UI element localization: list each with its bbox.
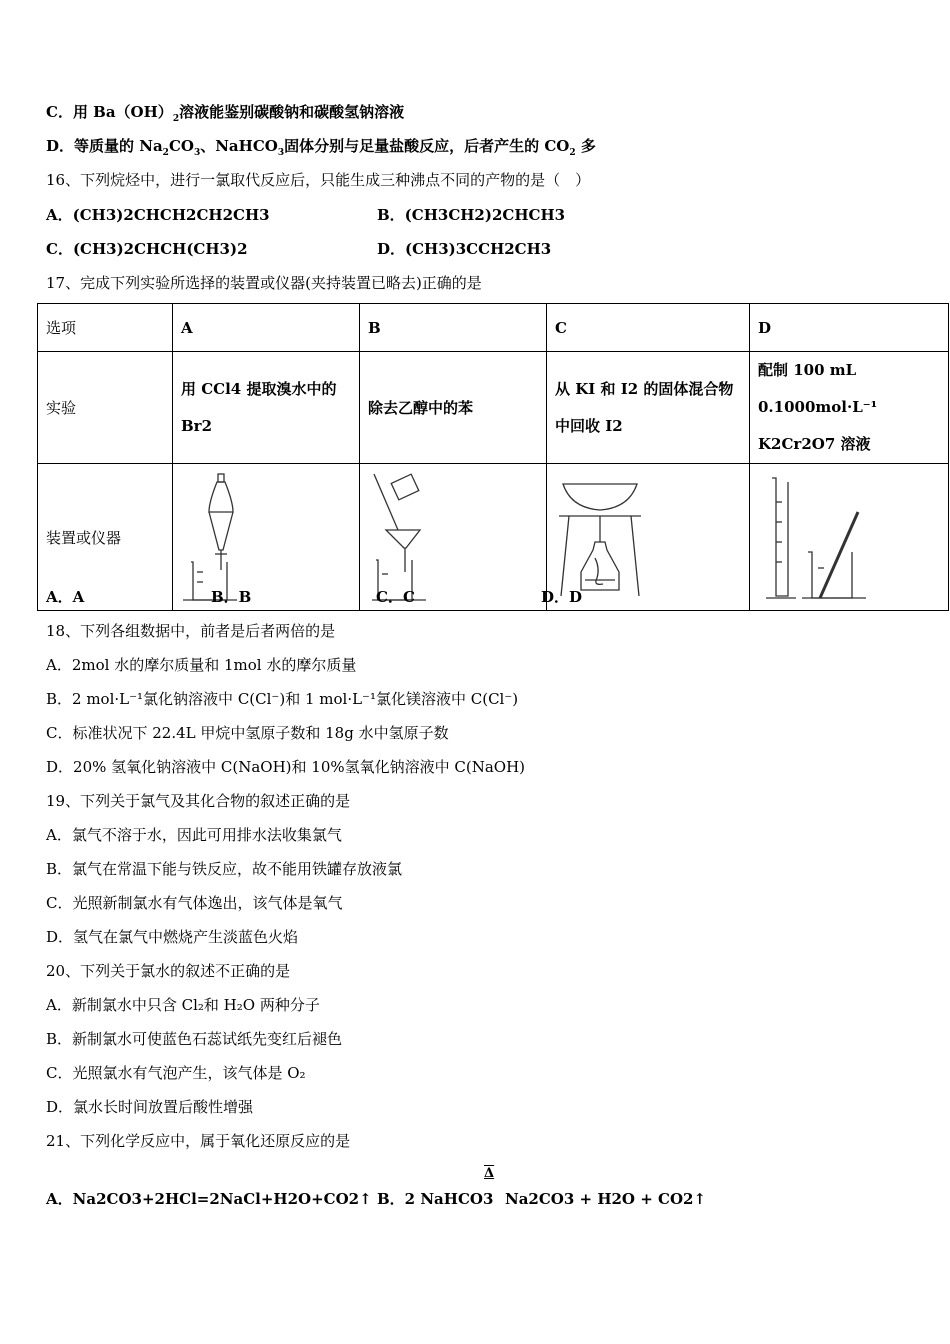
q15-option-d: D．等质量的 $Na_2CO_3$、NaHCO$_3$固体分别与足量盐酸反应，后者产生的 $CO_2$ 多 [46, 137, 596, 158]
q17-c-experiment: 从 KI 和 I2 的固体混合物中回收 I2 [547, 352, 750, 464]
q17-header-b: B [360, 304, 547, 352]
q19-option-a: A．氯气不溶于水，因此可用排水法收集氯气 [46, 826, 342, 844]
q20-option-d: D．氯水长时间放置后酸性增强 [46, 1098, 254, 1116]
q18-option-a: A．2mol 水的摩尔质量和 1mol 水的摩尔质量 [46, 656, 357, 674]
q18-stem: 18、下列各组数据中，前者是后者两倍的是 [46, 622, 336, 640]
q17-stem: 17、完成下列实验所选择的装置或仪器(夹持装置已略去)正确的是 [46, 274, 482, 292]
q19-option-d: D．氢气在氯气中燃烧产生淡蓝色火焰 [46, 928, 299, 946]
q16-stem: 16、下列烷烃中，进行一氯取代反应后，只能生成三种沸点不同的产物的是（ ） [46, 171, 591, 189]
q16-option-c: C．(CH3)2CHCH(CH3)2 [46, 240, 248, 258]
q17-option-d: D．D [541, 588, 583, 606]
q21-option-b-right: Na2CO3 + H2O + CO2↑ [505, 1190, 707, 1208]
q17-header-c: C [547, 304, 750, 352]
q18-option-b: B．2 mol·L⁻¹氯化钠溶液中 C(Cl⁻)和 1 mol·L⁻¹氯化镁溶液中 C(Cl⁻) [46, 690, 519, 708]
q17-options [46, 587, 706, 607]
q17-b-experiment: 除去乙醇中的苯 [360, 352, 547, 464]
q20-option-a: A．新制氯水中只含 Cl₂和 H₂O 两种分子 [46, 996, 320, 1014]
q17-row-experiment-label: 实验 [38, 352, 173, 464]
q17-header-d: D [750, 304, 949, 352]
q17-d-experiment: 配制 100 mL 0.1000mol·L⁻¹ K2Cr2O7 溶液 [750, 352, 949, 464]
q16-option-a: A．(CH3)2CHCH2CH2CH3 [46, 206, 270, 224]
q17-header-option: 选项 [38, 304, 173, 352]
evaporating-dish-icon [555, 472, 645, 602]
separatory-funnel-icon [181, 472, 261, 602]
q19-stem: 19、下列关于氯气及其化合物的叙述正确的是 [46, 792, 351, 810]
q17-a-experiment: 用 CCl4 提取溴水中的 Br2 [173, 352, 360, 464]
q19-option-c: C．光照新制氯水有气体逸出，该气体是氧气 [46, 894, 343, 912]
q17-table [37, 303, 949, 611]
q17-row-apparatus-label: 装置或仪器 [38, 464, 173, 611]
q15-option-c: C．用 $Ba(OH)_2$溶液能鉴别碳酸钠和碳酸氢钠溶液 [46, 103, 405, 124]
q17-header-a: A [173, 304, 360, 352]
q21-stem: 21、下列化学反应中，属于氧化还原反应的是 [46, 1132, 351, 1150]
q18-option-c: C．标准状况下 22.4L 甲烷中氢原子数和 18g 水中氢原子数 [46, 724, 449, 742]
filtration-funnel-icon [368, 472, 448, 602]
q18-option-d: D．20% 氢氧化钠溶液中 C(NaOH)和 10%氢氧化钠溶液中 C(NaOH) [46, 758, 526, 776]
q21-option-a: A．Na2CO3+2HCl=2NaCl+H2O+CO2↑ [46, 1190, 372, 1208]
q20-stem: 20、下列关于氯水的叙述不正确的是 [46, 962, 291, 980]
q20-option-c: C．光照氯水有气泡产生，该气体是 O₂ [46, 1064, 306, 1082]
q17-option-a: A．A [46, 588, 85, 606]
q16-option-d: D．(CH3)3CCH2CH3 [377, 240, 552, 258]
q16-option-b: B．(CH3CH2)2CHCH3 [377, 206, 566, 224]
q17-option-b: B．B [211, 588, 252, 606]
q19-option-b: B．氯气在常温下能与铁反应，故不能用铁罐存放液氯 [46, 860, 403, 878]
q21-b-condition: Δ [484, 1166, 495, 1181]
q21-option-b-left: B．2 NaHCO3 [377, 1190, 494, 1208]
q17-option-c: C．C [376, 588, 415, 606]
q17-d-apparatus [750, 464, 949, 611]
q20-option-b: B．新制氯水可使蓝色石蕊试纸先变红后褪色 [46, 1030, 343, 1048]
graduated-cylinder-beaker-icon [758, 472, 878, 602]
